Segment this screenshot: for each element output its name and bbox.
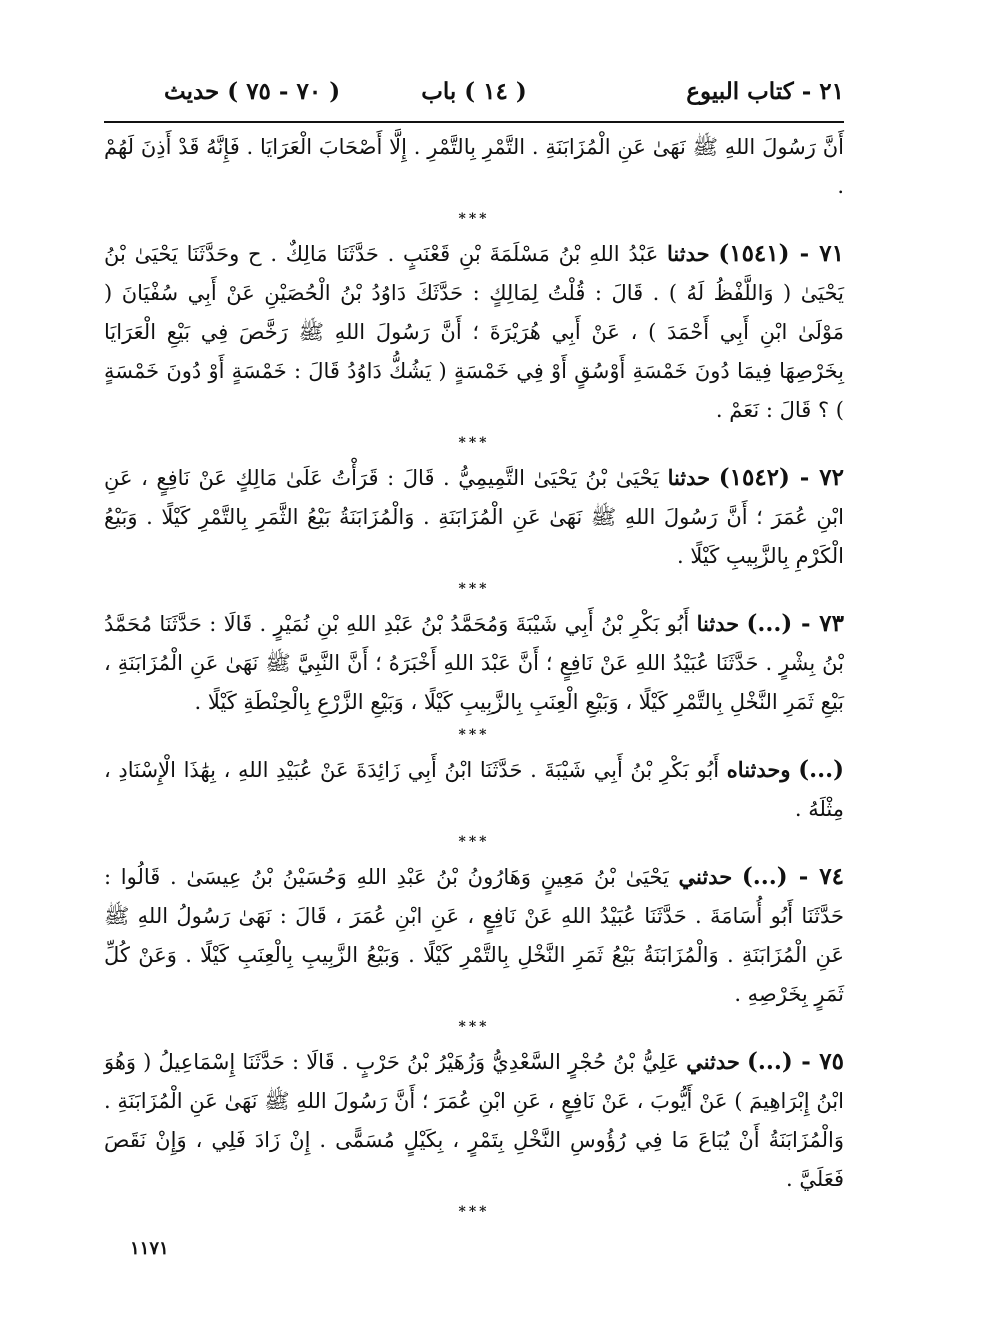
hadith-text: عَلِيُّ بْنُ حُجْرٍ السَّعْدِيُّ وَزُهَيْرُ بْنُ حَرْبٍ . قَالَا : حَدَّثَنَا إِسْمَاعِيلُ ( وَهُوَ ابْنُ إِبْرَاهِيمَ ) عَنْ أَيُّوبَ ، عَنْ نَافِعٍ ، عَنِ ابْنِ عُمَرَ ؛ أَنَّ رَسُولَ اللهِ ﷺ نَهَىٰ عَنِ الْمُزَابَنَةِ . وَالْمُزَابَنَةُ أَنْ يُبَاعَ مَا فِي رُؤُوسِ النَّخْلِ بِتَمْرٍ ، بِكَيْلٍ مُسَمًّى . إِنْ زَادَ فَلِي ، وَإِنْ نَقَصَ فَعَلَيَّ . [104, 1050, 844, 1191]
hadith-text: أَبُو بَكْرِ بْنُ أَبِي شَيْبَةَ . حَدَّثَنَا ابْنُ أَبِي زَائِدَةَ عَنْ عُبَيْدِ اللهِ ، بِهَٰذَا الْإِسْنَادِ ، مِثْلَهُ . [104, 758, 844, 821]
separator-stars: *** [458, 211, 490, 227]
hadith-number: ٧٣ - (...) [746, 610, 844, 637]
page-number: ١١٧١ [130, 1238, 169, 1259]
narration-intro: حدثنا [696, 611, 740, 636]
hadith-text: أَنَّ رَسُولَ اللهِ ﷺ نَهَىٰ عَنِ الْمُزَابَنَةِ . التَّمْرِ بِالتَّمْرِ . إِلَّا أَصْحَابَ الْعَرَايَا . فَإِنَّهُ قَدْ أَذِنَ لَهُمْ . [104, 135, 844, 198]
hadith-number: ٧٢ - (١٥٤٢) [718, 464, 844, 491]
hadith-number: ٧١ - (١٥٤١) [718, 240, 844, 267]
hadith-paragraph [104, 128, 844, 206]
hadith-range: ( ٧٠ - ٧٥ ) حديث [164, 78, 341, 105]
separator-stars: *** [458, 727, 490, 743]
narration-intro: حدثنا [667, 465, 711, 490]
separator-stars: *** [458, 834, 490, 850]
hadith-text: يَحْيَىٰ بْنُ مَعِينٍ وَهَارُونُ بْنُ عَبْدِ اللهِ وَحُسَيْنُ بْنُ عِيسَىٰ . قَالُوا : حَدَّثَنَا أَبُو أُسَامَةَ . حَدَّثَنَا عُبَيْدُ اللهِ عَنْ نَافِعٍ ، عَنِ ابْنِ عُمَرَ ، قَالَ : نَهَىٰ رَسُولُ اللهِ ﷺ عَنِ الْمُزَابَنَةِ . وَالْمُزَابَنَةُ بَيْعُ ثَمَرِ النَّخْلِ بِالتَّمْرِ كَيْلًا . وَبَيْعُ الزَّبِيبِ بِالْعِنَبِ كَيْلًا . وَعَنْ كُلِّ ثَمَرٍ بِخَرْصِهِ . [104, 865, 844, 1006]
hadith-number: ٧٤ - (...) [741, 863, 844, 890]
narration-intro: حدثنا [666, 241, 710, 266]
narration-intro: وحدثناه [726, 757, 791, 782]
separator-stars: *** [458, 1019, 490, 1035]
hadith-paragraph [104, 857, 844, 1014]
main-text [104, 128, 844, 1227]
hadith-text: أَبُو بَكْرِ بْنُ أَبِي شَيْبَةَ وَمُحَمَّدُ بْنُ عَبْدِ اللهِ بْنِ نُمَيْرٍ . قَالَا : حَدَّثَنَا مُحَمَّدُ بْنُ بِشْرٍ . حَدَّثَنَا عُبَيْدُ اللهِ عَنْ نَافِعٍ ؛ أَنَّ عَبْدَ اللهِ أَخْبَرَهُ ؛ أَنَّ النَّبِيَّ ﷺ نَهَىٰ عَنِ الْمُزَابَنَةِ ، بَيْعِ ثَمَرِ النَّخْلِ بِالتَّمْرِ كَيْلًا ، وَبَيْعِ الْعِنَبِ بِالزَّبِيبِ كَيْلًا ، وَبَيْعِ الزَّرْعِ بِالْحِنْطَةِ كَيْلًا . [104, 612, 844, 714]
separator-stars: *** [458, 581, 490, 597]
hadith-paragraph [104, 604, 844, 722]
hadith-paragraph [104, 234, 844, 430]
narration-intro: حدثني [686, 1049, 740, 1074]
chapter-label: ( ١٤ ) باب [421, 78, 527, 105]
hadith-text: عَبْدُ اللهِ بْنُ مَسْلَمَةَ بْنِ قَعْنَبٍ . حَدَّثَنَا مَالِكٌ . ح وحَدَّثَنَا يَحْيَىٰ بْنُ يَحْيَىٰ ( وَاللَّفْظُ لَهُ ) . قَالَ : قُلْتُ لِمَالِكٍ : حَدَّثَكَ دَاوُدُ بْنُ الْحُصَيْنِ عَنْ أَبِي سُفْيَانَ ( مَوْلَىٰ ابْنِ أَبِي أَحْمَدَ ) ، عَنْ أَبِي هُرَيْرَةَ ؛ أَنَّ رَسُولَ اللهِ ﷺ رَخَّصَ فِي بَيْعِ الْعَرَايَا بِخَرْصِهَا فِيمَا دُونَ خَمْسَةِ أَوْسُقٍ أَوْ فِي خَمْسَةٍ ( يَشُكُّ دَاوُدُ قَالَ : خَمْسَةٍ أَوْ دُونَ خَمْسَةٍ ) ؟ قَالَ : نَعَمْ . [104, 242, 844, 422]
separator-stars: *** [458, 435, 490, 451]
hadith-paragraph [104, 1042, 844, 1199]
hadith-number: ٧٥ - (...) [747, 1048, 844, 1075]
separator-stars: *** [458, 1204, 490, 1220]
hadith-paragraph [104, 750, 844, 829]
page-header [104, 78, 844, 118]
hadith-paragraph [104, 458, 844, 576]
header-divider [104, 121, 844, 123]
narration-intro: حدثني [678, 864, 733, 889]
book-title: ٢١ - كتاب البيوع [686, 78, 844, 105]
hadith-number: (...) [798, 756, 844, 783]
hadith-text: يَحْيَىٰ بْنُ يَحْيَىٰ التَّمِيمِيُّ . قَالَ : قَرَأْتُ عَلَىٰ مَالِكٍ عَنْ نَافِعٍ ، عَنِ ابْنِ عُمَرَ ؛ أَنَّ رَسُولَ اللهِ ﷺ نَهَىٰ عَنِ الْمُزَابَنَةِ . وَالْمُزَابَنَةُ بَيْعُ الثَّمَرِ بِالتَّمْرِ كَيْلًا . وَبَيْعُ الْكَرْمِ بِالزَّبِيبِ كَيْلًا . [104, 466, 844, 568]
